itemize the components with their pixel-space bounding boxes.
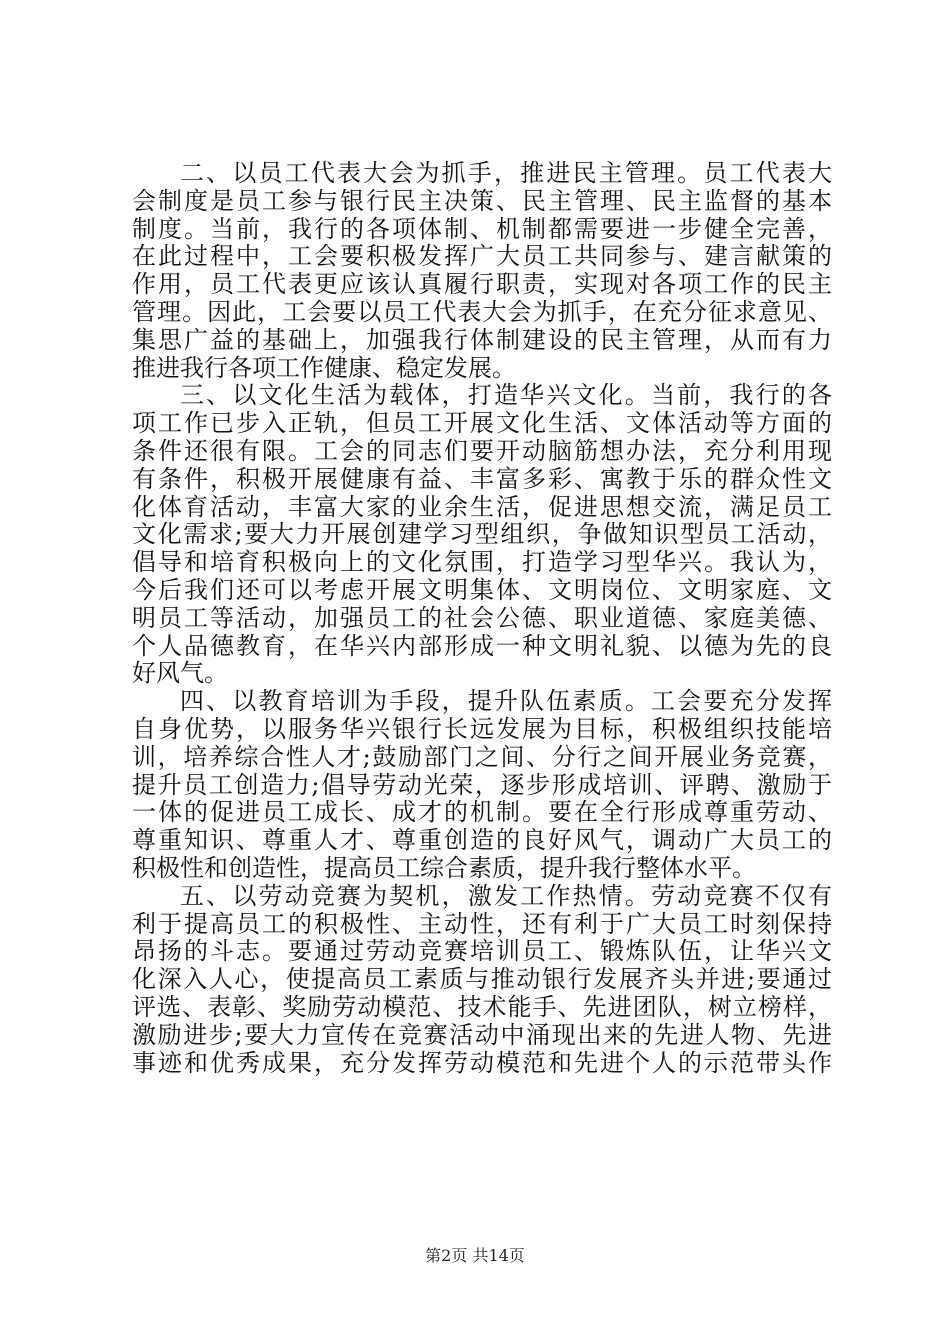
text-line: 个人品德教育，在华兴内部形成一种文明礼貌、以德为先的良 <box>132 631 832 660</box>
text-line: 昂扬的斗志。要通过劳动竞赛培训员工、锻炼队伍，让华兴文 <box>132 937 832 966</box>
text-line: 推进我行各项工作健康、稳定发展。 <box>132 353 516 382</box>
text-line: 明员工等活动，加强员工的社会公德、职业道德、家庭美德、 <box>132 603 832 632</box>
page-number-footer: 第2页 共14页 <box>425 1246 525 1265</box>
text-line: 文化需求;要大力开展创建学习型组织，争做知识型员工活动， <box>132 520 832 549</box>
text-line: 提升员工创造力;倡导劳动光荣，逐步形成培训、评聘、激励于 <box>132 770 832 799</box>
text-line: 化体育活动，丰富大家的业余生活，促进思想交流，满足员工 <box>132 492 832 521</box>
text-line: 会制度是员工参与银行民主决策、民主管理、民主监督的基本 <box>132 186 832 215</box>
text-line: 项工作已步入正轨，但员工开展文化生活、文体活动等方面的 <box>132 409 832 438</box>
text-line: 利于提高员工的积极性、主动性，还有利于广大员工时刻保持 <box>132 909 832 938</box>
text-line: 作用，员工代表更应该认真履行职责，实现对各项工作的民主 <box>132 270 832 299</box>
text-line: 训，培养综合性人才;鼓励部门之间、分行之间开展业务竞赛， <box>132 742 832 771</box>
text-line: 条件还很有限。工会的同志们要开动脑筋想办法，充分利用现 <box>132 436 832 465</box>
document-body <box>132 160 832 1077</box>
text-line: 评选、表彰、奖励劳动模范、技术能手、先进团队，树立榜样， <box>132 992 832 1021</box>
text-line: 三、以文化生活为载体，打造华兴文化。当前，我行的各 <box>180 381 832 410</box>
text-line: 管理。因此，工会要以员工代表大会为抓手，在充分征求意见、 <box>132 297 832 326</box>
text-line: 集思广益的基础上，加强我行体制建设的民主管理，从而有力 <box>132 325 832 354</box>
text-line: 尊重知识、尊重人才、尊重创造的良好风气，调动广大员工的 <box>132 826 832 855</box>
text-line: 积极性和创造性，提高员工综合素质，提升我行整体水平。 <box>132 853 756 882</box>
text-line: 制度。当前，我行的各项体制、机制都需要进一步健全完善， <box>132 214 832 243</box>
text-line: 二、以员工代表大会为抓手，推进民主管理。员工代表大 <box>180 159 832 187</box>
text-line: 今后我们还可以考虑开展文明集体、文明岗位、文明家庭、文 <box>132 575 832 604</box>
text-line: 事迹和优秀成果，充分发挥劳动模范和先进个人的示范带头作 <box>132 1048 832 1077</box>
text-line: 化深入人心，使提高员工素质与推动银行发展齐头并进;要通过 <box>132 965 832 994</box>
text-line: 四、以教育培训为手段，提升队伍素质。工会要充分发挥 <box>180 687 832 716</box>
text-line: 倡导和培育积极向上的文化氛围，打造学习型华兴。我认为， <box>132 548 832 577</box>
text-line: 激励进步;要大力宣传在竞赛活动中涌现出来的先进人物、先进 <box>132 1020 832 1049</box>
text-line: 有条件，积极开展健康有益、丰富多彩、寓教于乐的群众性文 <box>132 464 832 493</box>
text-line: 在此过程中，工会要积极发挥广大员工共同参与、建言献策的 <box>132 242 832 271</box>
text-line: 五、以劳动竞赛为契机，激发工作热情。劳动竞赛不仅有 <box>180 881 832 910</box>
text-line: 一体的促进员工成长、成才的机制。要在全行形成尊重劳动、 <box>132 798 832 827</box>
text-line: 好风气。 <box>132 659 228 688</box>
text-line: 自身优势，以服务华兴银行长远发展为目标，积极组织技能培 <box>132 714 832 743</box>
